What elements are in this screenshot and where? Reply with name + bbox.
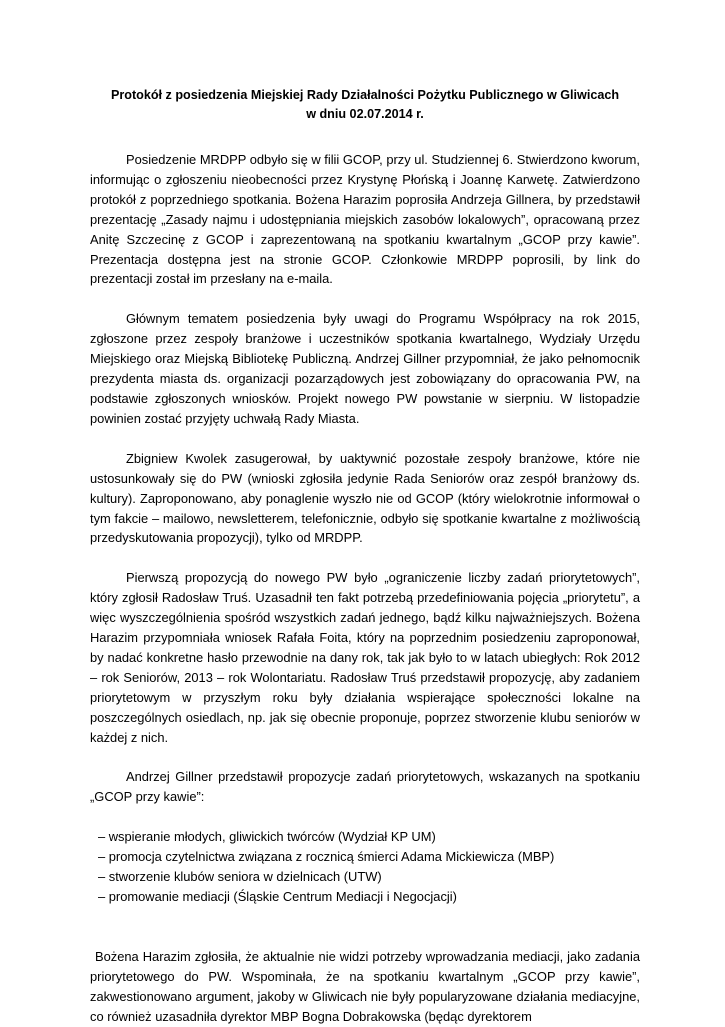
list-item: – promowanie mediacji (Śląskie Centrum Mediacji i Negocjacji) [98,889,457,904]
paragraph-3: Zbigniew Kwolek zasugerował, by uaktywnić pozostałe zespoły branżowe, które nie ustosunkowały się do PW (wnioski zgłosiła jedynie Rada Seniorów oraz zespół branżowy ds. kultury). Zaproponowano, aby ponaglenie wyszło nie od GCOP (który wielokrotnie informował o tym fakcie – mailowo, newsletterem, telefonicznie, odbyło się spotkanie kwartalne z możliwością przedyskutowania propozycji), tylko od MRDPP. [90,450,640,546]
document-title-line-1: Protokół z posiedzenia Miejskiej Rady Działalności Pożytku Publicznego w Gliwicach [110,88,620,102]
paragraph-2: Głównym tematem posiedzenia były uwagi do Programu Współpracy na rok 2015, zgłoszone przez zespoły branżowe i uczestników spotkania kwartalnego, Wydziały Urzędu Miejskiego oraz Miejską Bibliotekę Publiczną. Andrzej Gillner przypomniał, że jako pełnomocnik prezydenta miasta ds. organizacji pozarządowych jest zobowiązany do opracowania PW, na podstawie zgłoszonych wniosków. Projekt nowego PW powstanie w sierpniu. W listopadzie powinien zostać przyjęty uchwałą Rady Miasta. [90,311,640,426]
list-item: – promocja czytelnictwa związana z rocznicą śmierci Adama Mickiewicza (MBP) [98,849,555,865]
paragraph-1: Posiedzenie MRDPP odbyło się w filii GCOP, przy ul. Studziennej 6. Stwierdzono kworum, informując o zgłoszeniu nieobecności przez Krystynę Płońską i Joannę Karwetę. Zatwierdzono protokół z poprzedniego spotkania. Bożena Harazim poprosiła Andrzeja Gillnera, by przedstawił prezentację „Zasady najmu i udostępniania miejskich zasobów lokalowych”, opracowaną przez Anitę Szczecinę z GCOP i zaprezentowaną na spotkaniu kwartalnym „GCOP przy kawie”. Prezentacja dostępna jest na stronie GCOP. Członkowie MRDPP poprosili, by link do prezentacji został im przesłany na e-maila. [90,152,640,287]
document-title-line-2: w dniu 02.07.2014 r. [306,107,424,121]
list-item: – wspieranie młodych, gliwickich twórców (Wydział KP UM) [98,829,436,845]
document-content [90,86,640,1027]
paragraph-6: Bożena Harazim zgłosiła, że aktualnie nie widzi potrzeby wprowadzania mediacji, jako zadania priorytetowego do PW. Wspominała, że na spotkaniu kwartalnym „GCOP przy kawie”, zakwestionowano argument, jakoby w Gliwicach nie były popularyzowane działania mediacyjne, co również uzasadniła dyrektor MBP Bogna Dobrakowska (będąc dyrektorem [90,948,640,1024]
paragraph-4: Pierwszą propozycją do nowego PW było „ograniczenie liczby zadań priorytetowych”, który zgłosił Radosław Truś. Uzasadnił ten fakt potrzebą przedefiniowania pojęcia „priorytetu”, a więc wyszczególnienia spośród wszystkich zadań jednego, bądź kilku najważniejszych. Bożena Harazim przypomniała wniosek Rafała Foita, który na poprzednim posiedzeniu zaproponował, by nadać konkretne hasło przewodnie na dany rok, tak jak było to w latach ubiegłych: Rok 2012 – rok Seniorów, 2013 – rok Wolontariatu. Radosław Truś przedstawił propozycję, aby zadaniem priorytetowym w przyszłym roku były działania wspierające społeczności lokalne na poszczególnych osiedlach, np. jak się obecnie proponuje, poprzez stworzenie klubu seniorów w każdej z nich. [90,570,640,745]
list-item: – stworzenie klubów seniora w dzielnicach (UTW) [98,869,382,885]
priority-task-list [98,827,640,907]
paragraph-5: Andrzej Gillner przedstawił propozycje zadań priorytetowych, wskazanych na spotkaniu „GCOP przy kawie”: [90,769,640,805]
